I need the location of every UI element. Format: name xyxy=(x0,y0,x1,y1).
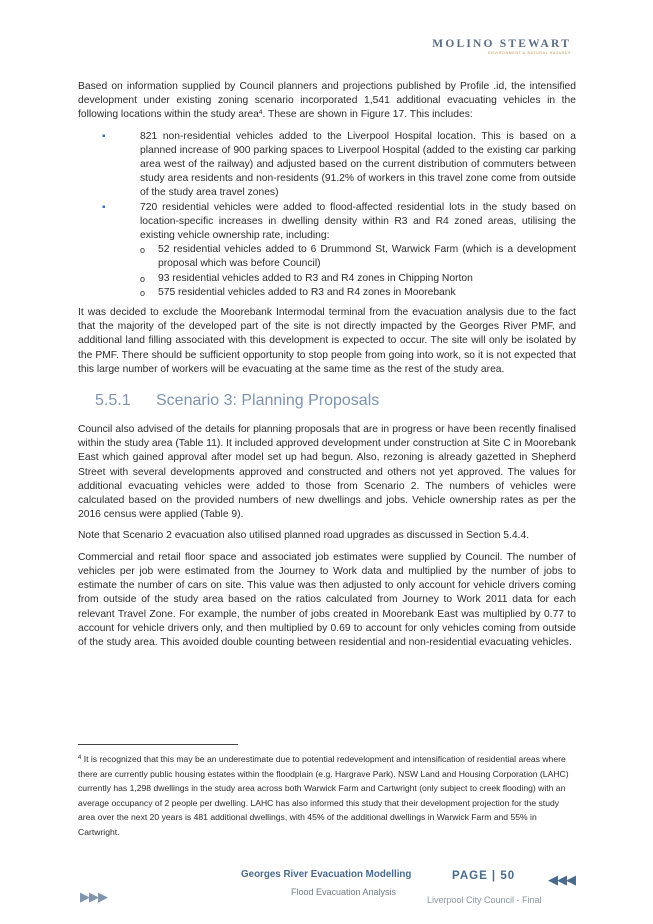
moorebank-paragraph: It was decided to exclude the Moorebank Intermodal terminal from the evacuation analysis due to the fact that the majority of the developed part of the site is not directly impacted by the Georges River PMF, and additional land filling associated with this development is expected to occur. The site will only be isolated by the PMF. There should be sufficient opportunity to stop people from going into work, so it is not expected that this large number of workers will be evacuating at the same time as the rest of the study area. xyxy=(78,307,576,375)
footnote xyxy=(78,752,576,840)
sub-list-item xyxy=(140,286,576,300)
page-content xyxy=(78,80,576,657)
list-item xyxy=(78,130,576,201)
footer-title: Georges River Evacuation Modelling xyxy=(241,869,412,880)
council-paragraph: Council also advised of the details for planning proposals that are in progress or have been recently finalised within the study area (Table 11). It included approved development under construction at Site C in Moorebank East which gained approval after model set up had begun. Also, rezoning is already gazetted in Shepherd Street with several developments approved and constructed and others not yet approved. The values for additional evacuating vehicles were added to those from Scenario 2. The numbers of vehicles were calculated based on the provided numbers of new dwellings and jobs. Vehicle ownership rates as per the 2016 census were applied (Table 9). xyxy=(78,424,576,521)
sub-bullet-text: 93 residential vehicles added to R3 and R4 zones in Chipping Norton xyxy=(158,272,473,284)
sub-list-item xyxy=(140,272,576,286)
circle-bullet-icon: o xyxy=(140,245,146,256)
logo-name: MOLINO STEWART xyxy=(432,38,571,50)
list-item xyxy=(78,201,576,300)
bullet-text: 821 non-residential vehicles added to the Liverpool Hospital location. This is based on a planned increase of 900 parking spaces to Liverpool Hospital (added to the existing car parking area west of the railway) and adjusted based on the current distribution of commuters between study area residents and non-residents (91.2% of workers in this travel zone come from outside of the study area travel zones) xyxy=(140,130,576,199)
bullet-icon: ▪ xyxy=(102,130,106,142)
intro-paragraph xyxy=(78,80,576,123)
back-arrows-icon: ◀◀◀ xyxy=(548,872,575,887)
note-paragraph: Note that Scenario 2 evacuation also utilised planned road upgrades as discussed in Section 5.4.4. xyxy=(78,530,530,542)
bullet-text: 720 residential vehicles were added to flood-affected residential lots in the study based on location-specific increases in dwelling density within R3 and R4 zoned areas, utilising the existing vehicle ownership rate, including: xyxy=(140,201,576,242)
commercial-paragraph: Commercial and retail floor space and associated job estimates were supplied by Council. The number of vehicles per job were estimated from the Journey to Work data and multiplied by the number of jobs to estimate the number of cars on site. This value was then adjusted to only account for vehicle drivers coming from outside of the study area based on the ratios calculated from Journey to Work 2011 data for each relevant Travel Zone. For example, the number of jobs created in Moorebank East was multiplied by 0.77 to account for vehicle drivers only, and then multiplied by 0.69 to account for only vehicles coming from outside of the study area. This avoided double counting between residential and non-residential evacuating vehicles. xyxy=(78,551,576,648)
sub-bullet-text: 52 residential vehicles added to 6 Drummond St, Warwick Farm (which is a development proposal which was before Council) xyxy=(158,244,576,270)
sub-list-item xyxy=(140,243,576,271)
footer-client: Liverpool City Council - Final xyxy=(427,895,542,905)
page-number: PAGE | 50 xyxy=(452,870,516,882)
footnote-divider xyxy=(78,744,238,745)
sub-bullet-list xyxy=(140,243,576,300)
intro-text: Based on information supplied by Council planners and projections published by Profile .id, the intensified development under existing zoning scenario incorporated 1,541 additional evacuating vehicles in the following locations within the study area xyxy=(78,81,576,121)
footnote-marker: 4 xyxy=(78,755,82,761)
company-logo xyxy=(432,38,571,55)
footer-subtitle: Flood Evacuation Analysis xyxy=(291,887,397,897)
bullet-icon: ▪ xyxy=(102,201,106,213)
logo-tagline: ENVIRONMENT & NATURAL HAZARDS xyxy=(488,51,571,55)
forward-arrows-icon: ▶▶▶ xyxy=(80,889,107,904)
bullet-list xyxy=(78,130,576,300)
intro-text-end: . These are shown in Figure 17. This includes: xyxy=(262,109,473,121)
footnote-text: It is recognized that this may be an underestimate due to potential redevelopment and intensification of residential areas where there are currently public housing estates within the floodplain (e.g. Hargrave Park). NSW Land and Housing Corporation (LAHC) currently has 1,298 dwellings in the study area across both Warwick Farm and Cartwright (only subject to creek flooding) with an average occupancy of 2 people per dwelling. LAHC has also informed this study that their development projection for the study area over the next 20 years is 481 additional dwellings, with 45% of the additional dwellings in Warwick Farm and 55% in Cartwright. xyxy=(78,754,569,837)
sub-bullet-text: 575 residential vehicles added to R3 and R4 zones in Moorebank xyxy=(158,286,456,298)
circle-bullet-icon: o xyxy=(140,273,146,284)
circle-bullet-icon: o xyxy=(140,287,146,298)
footnote-ref[interactable]: 4 xyxy=(258,109,263,117)
section-number: 5.5.1 xyxy=(95,392,131,410)
section-title: Scenario 3: Planning Proposals xyxy=(156,392,380,410)
section-heading xyxy=(95,391,576,411)
